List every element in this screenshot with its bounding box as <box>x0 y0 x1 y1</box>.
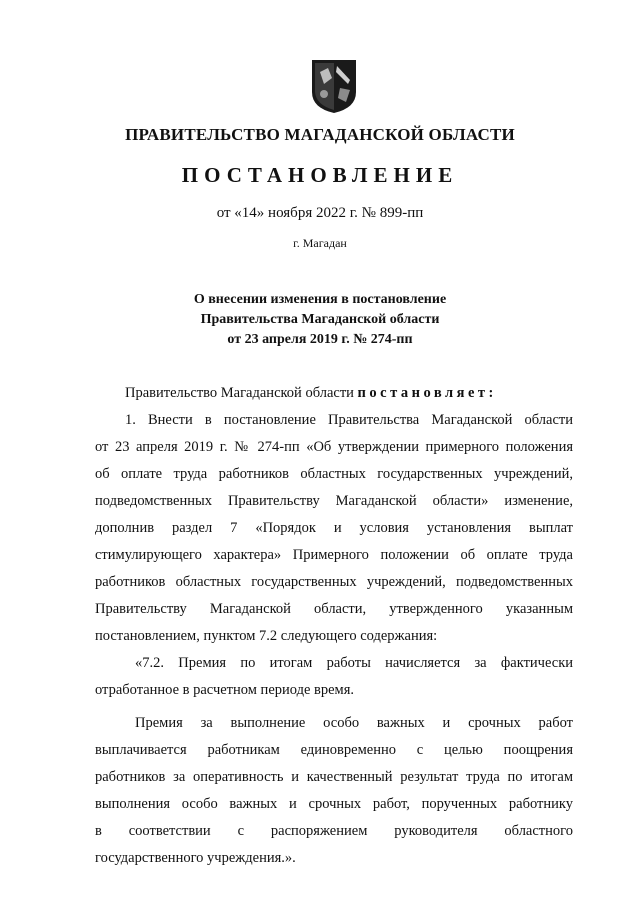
text-line: работников за оперативность и качественный результат труда по итогам <box>95 769 573 785</box>
text-line: «7.2. Премия по итогам работы начисляется за фактически <box>135 655 573 671</box>
text-line: работников областных государственных учреждений, подведомственных <box>95 574 573 590</box>
paragraph-1 <box>95 407 573 650</box>
paragraph-2 <box>95 650 573 704</box>
text-line: выплачивается работникам единовременно с целью поощрения <box>95 742 573 758</box>
text-line: Премия за выполнение особо важных и срочных работ <box>135 715 573 731</box>
intro-line <box>95 380 573 407</box>
text-line: 1. Внести в постановление Правительства Магаданской области <box>125 412 573 428</box>
document-type-title: ПОСТАНОВЛЕНИЕ <box>181 163 459 187</box>
intro-text: Правительство Магаданской области <box>125 385 354 401</box>
text-line: дополнив раздел 7 «Порядок и условия установления выплат <box>95 520 573 536</box>
date-number-line: от «14» ноября 2022 г. № 899-пп <box>216 205 424 221</box>
organization-title: ПРАВИТЕЛЬСТВО МАГАДАНСКОЙ ОБЛАСТИ <box>125 125 515 144</box>
paragraph-3 <box>95 710 573 872</box>
intro-keyword: постановляет: <box>357 385 497 401</box>
subject-line: от 23 апреля 2019 г. № 274-пп <box>227 332 413 347</box>
text-line: выполнения особо важных и срочных работ, порученных работнику <box>95 796 573 812</box>
subject-line: Правительства Магаданской области <box>200 312 440 327</box>
text-line: постановлением, пунктом 7.2 следующего содержания: <box>95 628 438 644</box>
subject-heading <box>0 290 640 350</box>
text-line: в соответствии с распоряжением руководителя областного <box>95 823 573 839</box>
text-line: отработанное в расчетном периоде время. <box>95 682 355 698</box>
document-body <box>95 380 573 872</box>
text-line: об оплате труда работников областных государственных учреждений, <box>95 466 573 482</box>
subject-line: О внесении изменения в постановление <box>193 292 447 307</box>
text-line: государственного учреждения.». <box>95 850 296 866</box>
city-label: г. Магадан <box>293 236 347 250</box>
text-line: от 23 апреля 2019 г. № 274-пп «Об утверждении примерного положения <box>95 439 573 455</box>
text-line: Правительству Магаданской области, утвержденного указанным <box>95 601 573 617</box>
coat-of-arms-emblem <box>310 58 358 114</box>
text-line: стимулирующего характера» Примерного положении об оплате труда <box>95 547 573 563</box>
text-line: подведомственных Правительству Магаданской области» изменение, <box>95 493 573 509</box>
